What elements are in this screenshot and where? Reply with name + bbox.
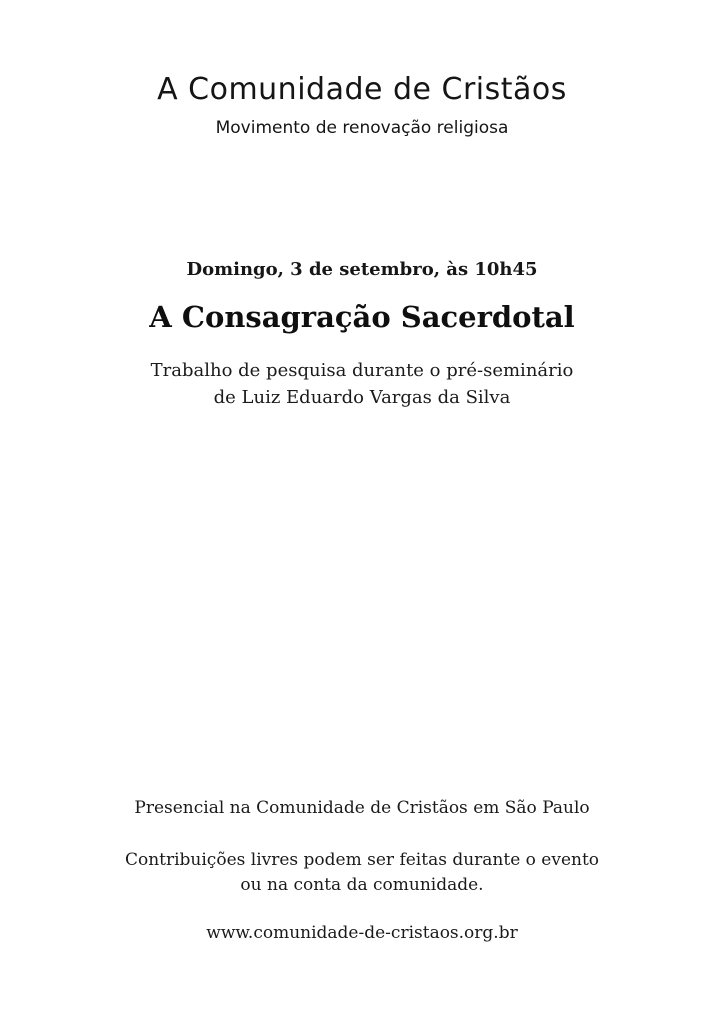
- website-address: www.comunidade-de-cristaos.org.br: [206, 923, 518, 943]
- event-description: [0, 357, 724, 411]
- event-title: A Consagração Sacerdotal: [149, 300, 575, 334]
- contribution-note-line-1: Contribuições livres podem ser feitas durante o evento: [124, 850, 600, 870]
- event-description-line-2: de Luiz Eduardo Vargas da Silva: [213, 387, 511, 408]
- organization-title: A Comunidade de Cristãos: [157, 72, 567, 107]
- organization-subtitle: Movimento de renovação religiosa: [215, 118, 509, 138]
- event-date-time: Domingo, 3 de setembro, às 10h45: [186, 259, 538, 280]
- contribution-note-line-2: ou na conta da comunidade.: [240, 875, 484, 895]
- event-venue: Presencial na Comunidade de Cristãos em São Paulo: [134, 798, 590, 818]
- contribution-note: [0, 848, 724, 898]
- event-description-line-1: Trabalho de pesquisa durante o pré-seminário: [150, 360, 574, 381]
